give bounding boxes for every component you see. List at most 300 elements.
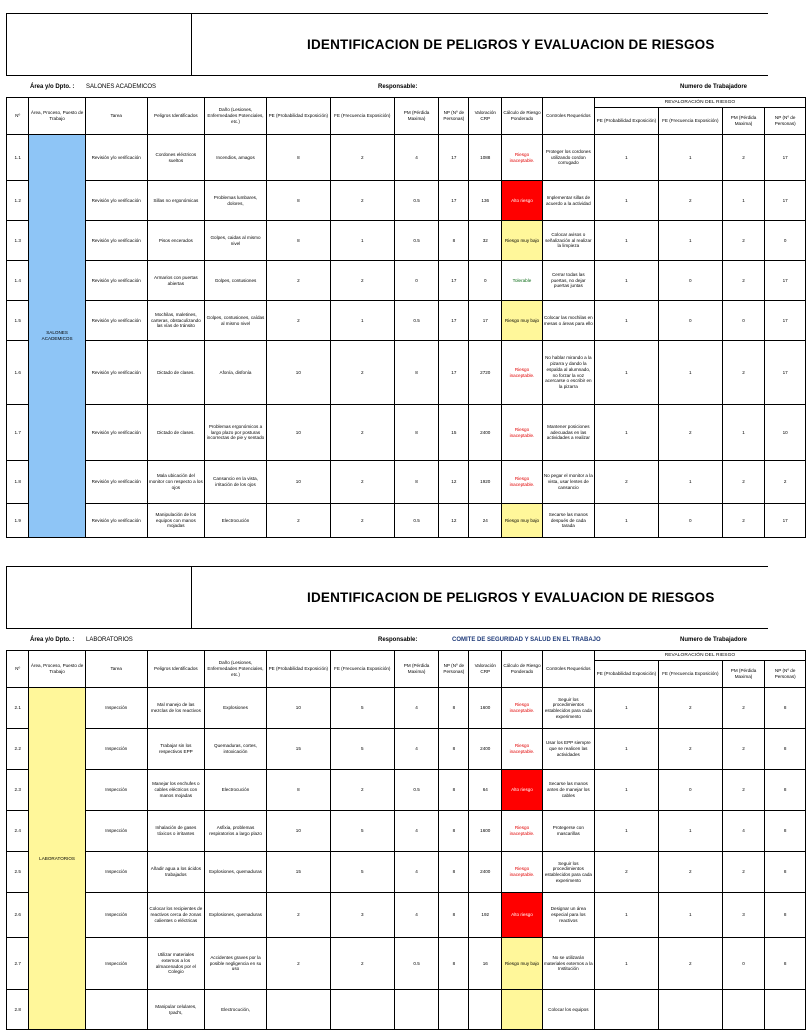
header-revaloracion: REVALORACIÓN DEL RIESGO	[594, 98, 805, 108]
cell-rfe: 0	[658, 301, 722, 341]
cell-pm: 0.5	[394, 301, 439, 341]
cell-pm: 4	[394, 135, 439, 181]
cell-np: 8	[439, 770, 469, 811]
cell-fe: 5	[330, 811, 394, 852]
cell-np: 8	[439, 811, 469, 852]
risk-level-badge	[502, 990, 542, 1030]
cell-rnp: 17	[765, 504, 806, 538]
row-number: 2.3	[7, 770, 29, 811]
cell-peligro: Cordones eléctricos sueltos	[147, 135, 205, 181]
cell-crp: 1600	[469, 688, 502, 729]
cell-rfe: 2	[658, 938, 722, 990]
cell-rpe: 1	[594, 938, 658, 990]
cell-pe: 15	[266, 729, 330, 770]
cell-pm: 4	[394, 811, 439, 852]
cell-rpm: 1	[722, 405, 765, 461]
risk-level-badge: Riesgo muy bajo	[502, 938, 542, 990]
cell-rpm: 2	[722, 852, 765, 893]
cell-rnp: 8	[765, 893, 806, 938]
cell-crp: 192	[469, 893, 502, 938]
cell-rfe: 2	[658, 405, 722, 461]
title-box	[6, 566, 768, 629]
responsable-label: Responsable:	[378, 637, 418, 643]
risk-level-badge: Riesgo inaceptable.	[502, 688, 542, 729]
row-number: 1.2	[7, 181, 29, 221]
table-row	[7, 135, 806, 181]
row-number: 1.4	[7, 261, 29, 301]
cell-tarea: Revisión y/o verificación	[85, 221, 147, 261]
cell-dano: Incendios, amagos	[205, 135, 267, 181]
risk-level-badge: Riesgo muy bajo	[502, 221, 542, 261]
header-rnp: NP (Nº de Personas)	[765, 108, 806, 135]
cell-peligro: Dictado de clases.	[147, 341, 205, 405]
table-row	[7, 990, 806, 1030]
cell-crp: 2400	[469, 852, 502, 893]
cell-rpe: 1	[594, 341, 658, 405]
header-rpe: PE (Probabilidad Exposición)	[594, 108, 658, 135]
row-number: 1.8	[7, 461, 29, 504]
cell-np: 17	[439, 261, 469, 301]
table-row	[7, 811, 806, 852]
header-dano: Daño (Lesiones, Enfermedades Potenciales, etc.)	[205, 651, 267, 688]
cell-ctrl: No hablar mirando a la pizarra y dando la espalda al alumnado, no forzar la voz acercarse o escribir en la pizarra	[542, 341, 594, 405]
cell-crp: 1600	[469, 811, 502, 852]
cell-rpe: 1	[594, 135, 658, 181]
table-row	[7, 852, 806, 893]
table-row	[7, 504, 806, 538]
cell-peligro: Sillas no ergonómicas	[147, 181, 205, 221]
cell-ctrl: Colocar avisos o señalización al realizar la limpieza	[542, 221, 594, 261]
header-rfe: FE (Frecuencia Exposición)	[658, 108, 722, 135]
cell-rfe	[658, 990, 722, 1030]
row-number: 1.6	[7, 341, 29, 405]
cell-ctrl: Usar los EPP siempre que se realicen las actividades	[542, 729, 594, 770]
cell-fe: 2	[330, 938, 394, 990]
header-rpe: PE (Probabilidad Exposición)	[594, 661, 658, 688]
cell-ctrl: Implementar sillas de acuerdo a la actividad	[542, 181, 594, 221]
cell-rfe: 0	[658, 770, 722, 811]
header-rpm: PM (Pérdida Maxima)	[722, 661, 765, 688]
header-pe: PE (Probabilidad Exposición)	[266, 98, 330, 135]
table-row	[7, 405, 806, 461]
row-number: 2.2	[7, 729, 29, 770]
cell-peligro: Mochilas, maletines, carteras, obstaculizando las vías de tránsito	[147, 301, 205, 341]
cell-np: 17	[439, 341, 469, 405]
risk-table	[6, 650, 806, 1030]
cell-rpm: 2	[722, 729, 765, 770]
row-number: 2.7	[7, 938, 29, 990]
risk-level-badge: Riesgo muy bajo	[502, 301, 542, 341]
row-number: 2.6	[7, 893, 29, 938]
area-cell: SALONES ACADEMICOS	[29, 135, 85, 538]
cell-dano: Explosiones, quemaduras	[205, 852, 267, 893]
cell-rpm: 2	[722, 770, 765, 811]
cell-rpm: 0	[722, 938, 765, 990]
cell-rpe: 1	[594, 770, 658, 811]
cell-rfe: 1	[658, 221, 722, 261]
cell-pe: 8	[266, 770, 330, 811]
cell-rpm: 2	[722, 221, 765, 261]
cell-rpe: 1	[594, 893, 658, 938]
cell-tarea: Inspección	[85, 770, 147, 811]
cell-pm: 0.5	[394, 221, 439, 261]
cell-rpe: 1	[594, 261, 658, 301]
header-peligros: Peligros Identificados	[147, 651, 205, 688]
trabajadores-label: Numero de Trabajadore	[680, 84, 748, 90]
cell-pm: 0.5	[394, 181, 439, 221]
cell-pe: 8	[266, 181, 330, 221]
cell-fe: 5	[330, 688, 394, 729]
cell-dano: Electrocución,	[205, 990, 267, 1030]
row-number: 1.1	[7, 135, 29, 181]
area-value: LABORATORIOS	[86, 637, 133, 643]
cell-pe: 8	[266, 221, 330, 261]
cell-dano: Golpes, contusiones, caídas al mismo nivel	[205, 301, 267, 341]
cell-crp: 64	[469, 770, 502, 811]
cell-ctrl: No pegar el monitor a la vista, usar lentes de cansancio	[542, 461, 594, 504]
trabajadores-label: Numero de Trabajadore	[680, 637, 748, 643]
cell-pm: 8	[394, 341, 439, 405]
cell-rfe: 1	[658, 461, 722, 504]
cell-dano: Accidentes graves por la posible negligencia en su uso	[205, 938, 267, 990]
cell-pe: 10	[266, 811, 330, 852]
cell-tarea: Revisión y/o verificación	[85, 301, 147, 341]
header-pm: PM (Pérdida Maxima)	[394, 651, 439, 688]
cell-tarea: Inspección	[85, 852, 147, 893]
header-num: Nº	[7, 651, 29, 688]
cell-rnp: 17	[765, 341, 806, 405]
cell-rnp	[765, 990, 806, 1030]
cell-rnp: 17	[765, 301, 806, 341]
cell-peligro: Manipular celulares, Ipad's,	[147, 990, 205, 1030]
row-number: 2.5	[7, 852, 29, 893]
cell-tarea	[85, 990, 147, 1030]
cell-rpe: 1	[594, 504, 658, 538]
cell-pe: 8	[266, 135, 330, 181]
cell-rpe: 2	[594, 852, 658, 893]
cell-dano: Afonía, disfonía	[205, 341, 267, 405]
cell-ctrl: Protegerse con mascarillas	[542, 811, 594, 852]
header-crp: Valoración CRP	[469, 98, 502, 135]
cell-rpe: 1	[594, 811, 658, 852]
cell-rpm: 2	[722, 341, 765, 405]
cell-np: 17	[439, 181, 469, 221]
cell-rnp: 17	[765, 135, 806, 181]
row-number: 2.1	[7, 688, 29, 729]
header-area: Área, Proceso, Puesto de Trabajo	[29, 651, 85, 688]
header-rpm: PM (Pérdida Maxima)	[722, 108, 765, 135]
row-number: 2.8	[7, 990, 29, 1030]
risk-level-badge: Riesgo inaceptable.	[502, 729, 542, 770]
cell-pe: 10	[266, 688, 330, 729]
info-row	[6, 82, 768, 94]
cell-rpm: 2	[722, 504, 765, 538]
cell-rpm	[722, 990, 765, 1030]
cell-rpm: 2	[722, 261, 765, 301]
header-num: Nº	[7, 98, 29, 135]
cell-rfe: 0	[658, 504, 722, 538]
header-pe: PE (Probabilidad Exposición)	[266, 651, 330, 688]
cell-rpm: 2	[722, 688, 765, 729]
cell-dano: Golpes, contusiones	[205, 261, 267, 301]
cell-pm: 8	[394, 405, 439, 461]
cell-dano: Electrocución	[205, 504, 267, 538]
area-label: Área y/o Dpto. :	[30, 84, 75, 90]
cell-dano: Explosiones	[205, 688, 267, 729]
cell-peligro: Utilizar materiales externos a los almacenados por el Colegio	[147, 938, 205, 990]
cell-pm: 0	[394, 261, 439, 301]
cell-rpe: 1	[594, 688, 658, 729]
cell-ctrl: Cerrar todas las puertas, no dejar puertas juntas	[542, 261, 594, 301]
cell-np: 8	[439, 688, 469, 729]
cell-pm: 4	[394, 688, 439, 729]
cell-tarea: Inspección	[85, 688, 147, 729]
cell-fe: 3	[330, 893, 394, 938]
cell-np: 8	[439, 938, 469, 990]
risk-level-badge: Riesgo inaceptable.	[502, 461, 542, 504]
cell-rnp: 17	[765, 261, 806, 301]
cell-peligro: Pisos encerados	[147, 221, 205, 261]
cell-rnp: 8	[765, 852, 806, 893]
cell-ctrl: Secarse las manos antes de manejar los cables	[542, 770, 594, 811]
header-peligros: Peligros Identificados	[147, 98, 205, 135]
cell-tarea: Revisión y/o verificación	[85, 261, 147, 301]
cell-crp: 16	[469, 938, 502, 990]
cell-tarea: Revisión y/o verificación	[85, 405, 147, 461]
risk-level-badge: Riesgo muy bajo	[502, 504, 542, 538]
cell-fe: 2	[330, 770, 394, 811]
cell-rnp: 10	[765, 405, 806, 461]
cell-fe: 1	[330, 221, 394, 261]
cell-np: 17	[439, 135, 469, 181]
header-crp: Valoración CRP	[469, 651, 502, 688]
cell-ctrl: Designar un área especial para los reactivos	[542, 893, 594, 938]
risk-level-badge: Alto riesgo	[502, 893, 542, 938]
table-row	[7, 301, 806, 341]
cell-rnp: 8	[765, 770, 806, 811]
header-dano: Daño (Lesiones, Enfermedades Potenciales, etc.)	[205, 98, 267, 135]
cell-rpm: 2	[722, 461, 765, 504]
cell-np: 17	[439, 301, 469, 341]
cell-rpe: 1	[594, 729, 658, 770]
cell-peligro: Mala ubicación del monitor con respecto a los ojos	[147, 461, 205, 504]
row-number: 1.3	[7, 221, 29, 261]
cell-rnp: 17	[765, 181, 806, 221]
header-controles: Controles Requeridos	[542, 98, 594, 135]
cell-pe	[266, 990, 330, 1030]
cell-crp: 24	[469, 504, 502, 538]
cell-rpe: 1	[594, 405, 658, 461]
risk-level-badge: Riesgo inaceptable.	[502, 405, 542, 461]
cell-tarea: Revisión y/o verificación	[85, 341, 147, 405]
cell-dano: Cansancio en la vista, irritación de los ojos	[205, 461, 267, 504]
area-cell: LABORATORIOS	[29, 688, 85, 1030]
cell-fe	[330, 990, 394, 1030]
cell-pm	[394, 990, 439, 1030]
table-row	[7, 893, 806, 938]
cell-pe: 15	[266, 852, 330, 893]
cell-pe: 2	[266, 261, 330, 301]
cell-pm: 4	[394, 729, 439, 770]
cell-dano: Problemas ergonómicos a largo plazo por posturas incorrectas de pie y sentado	[205, 405, 267, 461]
cell-peligro: Armarios con puertas abiertas	[147, 261, 205, 301]
cell-fe: 5	[330, 852, 394, 893]
cell-rfe: 2	[658, 852, 722, 893]
header-fe: FE (Frecuencia Exposición)	[330, 98, 394, 135]
cell-ctrl: Colocar las mochilas en mesas o áreas para ello	[542, 301, 594, 341]
cell-fe: 2	[330, 341, 394, 405]
cell-rpe: 1	[594, 181, 658, 221]
header-pm: PM (Pérdida Maxima)	[394, 98, 439, 135]
header-np: NP (Nº de Personas)	[439, 98, 469, 135]
cell-rpm: 4	[722, 811, 765, 852]
cell-peligro: Mal manejo de las mezclas de los reactivos	[147, 688, 205, 729]
cell-fe: 5	[330, 729, 394, 770]
table-row	[7, 938, 806, 990]
cell-pe: 2	[266, 893, 330, 938]
cell-pm: 4	[394, 893, 439, 938]
cell-tarea: Revisión y/o verificación	[85, 181, 147, 221]
row-number: 1.9	[7, 504, 29, 538]
cell-pm: 0.5	[394, 504, 439, 538]
table-row	[7, 261, 806, 301]
table-row	[7, 688, 806, 729]
cell-rnp: 0	[765, 221, 806, 261]
cell-crp: 2400	[469, 729, 502, 770]
cell-tarea: Inspección	[85, 893, 147, 938]
cell-rnp: 8	[765, 688, 806, 729]
cell-pe: 2	[266, 301, 330, 341]
cell-rfe: 1	[658, 893, 722, 938]
cell-rfe: 2	[658, 181, 722, 221]
cell-rpm: 1	[722, 181, 765, 221]
header-revaloracion: REVALORACIÓN DEL RIESGO	[594, 651, 805, 661]
cell-ctrl: Seguir los procedimientos establecidos para cada experimento	[542, 852, 594, 893]
cell-dano: Electrocución	[205, 770, 267, 811]
cell-crp: 136	[469, 181, 502, 221]
cell-pe: 2	[266, 938, 330, 990]
cell-rpm: 0	[722, 301, 765, 341]
cell-np: 12	[439, 504, 469, 538]
row-number: 2.4	[7, 811, 29, 852]
cell-pm: 0.5	[394, 938, 439, 990]
page-title: IDENTIFICACION DE PELIGROS Y EVALUACION DE RIESGOS	[307, 590, 715, 605]
risk-level-badge: Tolerable	[502, 261, 542, 301]
cell-pe: 10	[266, 461, 330, 504]
cell-peligro: Dictado de clases.	[147, 405, 205, 461]
cell-rfe: 1	[658, 811, 722, 852]
cell-pe: 2	[266, 504, 330, 538]
risk-level-badge: Alto riesgo	[502, 181, 542, 221]
cell-np: 8	[439, 729, 469, 770]
cell-crp: 2720	[469, 341, 502, 405]
cell-fe: 1	[330, 301, 394, 341]
cell-crp: 1920	[469, 461, 502, 504]
cell-tarea: Revisión y/o verificación	[85, 135, 147, 181]
cell-rnp: 8	[765, 729, 806, 770]
cell-np: 12	[439, 461, 469, 504]
cell-crp: 17	[469, 301, 502, 341]
cell-rnp: 8	[765, 811, 806, 852]
info-row	[6, 635, 768, 647]
cell-np: 8	[439, 893, 469, 938]
cell-rpe	[594, 990, 658, 1030]
logo-cell	[7, 14, 192, 76]
cell-fe: 2	[330, 135, 394, 181]
cell-peligro: Colocar los recipientes de reactivos cerca de zonas calientes o eléctricas	[147, 893, 205, 938]
cell-fe: 2	[330, 181, 394, 221]
header-area: Área, Proceso, Puesto de Trabajo	[29, 98, 85, 135]
cell-np	[439, 990, 469, 1030]
cell-pm: 0.5	[394, 770, 439, 811]
cell-fe: 2	[330, 461, 394, 504]
cell-pe: 10	[266, 341, 330, 405]
header-calculo: Cálculo de Riesgo Ponderado	[502, 98, 542, 135]
cell-dano: Quemaduras, cortes, intoxicación	[205, 729, 267, 770]
table-row	[7, 770, 806, 811]
cell-peligro: Añadir agua a los ácidos trabajados	[147, 852, 205, 893]
cell-tarea: Revisión y/o verificación	[85, 504, 147, 538]
table-row	[7, 461, 806, 504]
logo-cell	[7, 567, 192, 629]
risk-level-badge: Alto riesgo	[502, 770, 542, 811]
cell-rpe: 2	[594, 461, 658, 504]
table-row	[7, 341, 806, 405]
cell-tarea: Inspección	[85, 729, 147, 770]
cell-np: 8	[439, 221, 469, 261]
cell-peligro: Inhalación de gases tóxicos o irritantes	[147, 811, 205, 852]
cell-dano: Asfixia, problemas respiratorios a largo plazo	[205, 811, 267, 852]
header-calculo: Cálculo de Riesgo Ponderado	[502, 651, 542, 688]
responsable-value: COMITE DE SEGURIDAD Y SALUD EN EL TRABAJO	[452, 637, 601, 643]
title-box	[6, 13, 768, 76]
cell-pm: 8	[394, 461, 439, 504]
area-value: SALONES ACADEMICOS	[86, 84, 157, 90]
cell-ctrl: Proteger los cordones utilizando cordon corrugado	[542, 135, 594, 181]
cell-rfe: 1	[658, 341, 722, 405]
cell-rpe: 1	[594, 301, 658, 341]
table-row	[7, 221, 806, 261]
cell-tarea: Inspección	[85, 811, 147, 852]
risk-level-badge: Riesgo inaceptable.	[502, 135, 542, 181]
risk-level-badge: Riesgo inaceptable.	[502, 811, 542, 852]
cell-crp: 0	[469, 261, 502, 301]
cell-rpm: 3	[722, 893, 765, 938]
cell-rnp: 2	[765, 461, 806, 504]
cell-ctrl: Seguir los procedimientos establecidos para cada experimento	[542, 688, 594, 729]
table-row	[7, 729, 806, 770]
area-label: Área y/o Dpto. :	[30, 637, 75, 643]
cell-peligro: Manipulación de los equipos con manos mojadas	[147, 504, 205, 538]
cell-crp: 2400	[469, 405, 502, 461]
cell-rpm: 2	[722, 135, 765, 181]
header-fe: FE (Frecuencia Exposición)	[330, 651, 394, 688]
row-number: 1.7	[7, 405, 29, 461]
cell-rnp: 8	[765, 938, 806, 990]
cell-pe: 10	[266, 405, 330, 461]
cell-ctrl: No se utilizarán materiales externos a la Institución	[542, 938, 594, 990]
cell-dano: Problemas lumbares, dolores,	[205, 181, 267, 221]
table-row	[7, 181, 806, 221]
cell-rfe: 0	[658, 261, 722, 301]
cell-crp: 32	[469, 221, 502, 261]
cell-ctrl: Mantener posiciones adecuadas en las actividades a realizar	[542, 405, 594, 461]
cell-peligro: Trabajar sin los respectivos EPP	[147, 729, 205, 770]
cell-tarea: Inspección	[85, 938, 147, 990]
cell-rpe: 1	[594, 221, 658, 261]
cell-np: 15	[439, 405, 469, 461]
cell-rfe: 2	[658, 729, 722, 770]
